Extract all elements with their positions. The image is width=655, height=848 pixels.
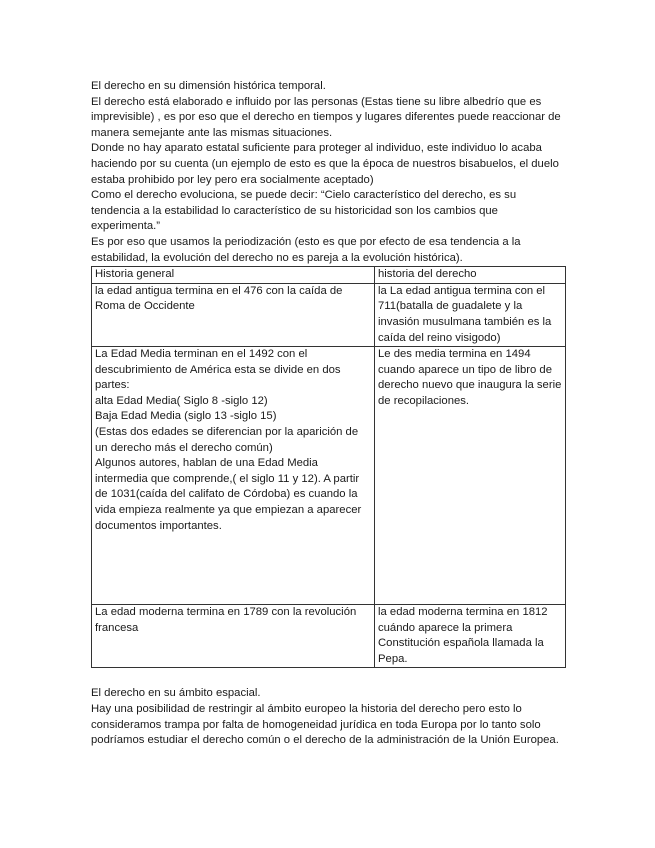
paragraph-evolution-quote: Como el derecho evoluciona, se puede decir: “Cielo característico del derecho, es su tendencia a la estabilidad lo característico de su historicidad son los cambios que experimenta.” — [91, 189, 517, 233]
cell-general-antigua — [92, 283, 375, 346]
table-row — [92, 283, 566, 346]
table-header-row — [92, 267, 566, 284]
cell-text: la edad moderna termina en 1812 cuándo aparece la primera Constitución española llamada la Pepa. — [378, 606, 548, 665]
table-row — [92, 605, 566, 668]
cell-text: Baja Edad Media (siglo 13 -siglo 15) — [95, 410, 277, 423]
spacer — [91, 668, 567, 686]
cell-text: Le des media termina en 1494 cuando aparece un tipo de libro de derecho nuevo que inaugura la serie de recopilaciones. — [378, 348, 562, 407]
cell-text: alta Edad Media( Siglo 8 -siglo 12) — [95, 394, 268, 407]
paragraph-state-apparatus: Donde no hay aparato estatal suficiente para proteger al individuo, este individuo lo acaba haciendo por su cuenta (un ejemplo de esto es que la época de nuestros bisabuelos, el duelo estaba prohibido por ley pero era socialmente aceptado) — [91, 142, 559, 186]
column-header-derecho: historia del derecho — [375, 267, 566, 284]
document-page — [91, 79, 567, 749]
paragraph-periodization: Es por eso que usamos la periodización (esto es que por efecto de esa tendencia a la estabilidad, la evolución del derecho no es pareja a la evolución histórica). — [91, 235, 521, 264]
cell-text: Algunos autores, hablan de una Edad Media intermedia que comprende,( el siglo 11 y 12). A partir de 1031(caída del califato de Córdoba) es cuando la vida empieza realmente ya que empiezan a aparecer documentos importantes. — [95, 457, 362, 532]
cell-text: (Estas dos edades se diferencian por la aparición de un derecho más el derecho común) — [95, 426, 359, 454]
paragraph-influence: El derecho está elaborado e influido por las personas (Estas tiene su libre albedrío que es imprevisible) , es por eso que el derecho en tiempos y lugares diferentes puede reaccionar de manera semejante ante las mismas situaciones. — [91, 95, 561, 139]
column-header-general: Historia general — [92, 267, 375, 284]
cell-derecho-media — [375, 347, 566, 605]
cell-text: La edad moderna termina en 1789 con la revolución francesa — [95, 606, 357, 634]
paragraph-european-scope: Hay una posibilidad de restringir al ámbito europeo la historia del derecho pero esto lo consideramos trampa por falta de homogeneidad jurídica en toda Europa por lo tanto solo podríamos estudiar el derecho común o el derecho de la administración de la Unión Europea. — [91, 703, 559, 747]
cell-general-media — [92, 347, 375, 605]
cell-text: la edad antigua termina en el 476 con la caída de Roma de Occidente — [95, 284, 343, 313]
cell-general-moderna — [92, 605, 375, 668]
cell-derecho-antigua — [375, 283, 566, 346]
cell-text: la La edad antigua termina con el 711(batalla de guadalete y la invasión musulmana también es la caída del reino visigodo) — [378, 284, 552, 344]
table-row — [92, 347, 566, 605]
cell-derecho-moderna — [375, 605, 566, 668]
periodization-table — [91, 266, 566, 668]
section-heading-temporal: El derecho en su dimensión histórica temporal. — [91, 80, 326, 92]
cell-text: La Edad Media terminan en el 1492 con el descubrimiento de América esta se divide en dos partes: — [95, 348, 341, 392]
section-heading-spatial: El derecho en su ámbito espacial. — [91, 687, 261, 700]
